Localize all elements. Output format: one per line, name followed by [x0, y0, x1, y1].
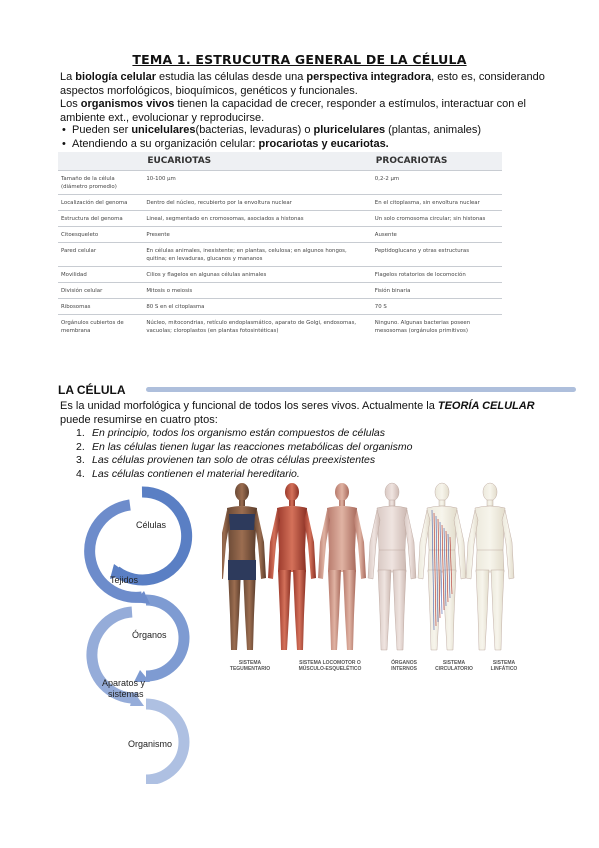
body-part — [385, 483, 399, 501]
intro-paragraph — [60, 71, 560, 125]
table-cell-procariotas: Un solo cromosoma circular; sin histonas — [372, 211, 502, 227]
table-row — [58, 227, 502, 243]
body-part — [378, 570, 391, 650]
body-part — [243, 570, 256, 650]
table-cell-procariotas: Ausente — [372, 227, 502, 243]
table-cell-procariotas: Ninguno. Algunas bacterias poseen mesosomas (orgánulos primitivos) — [372, 315, 502, 339]
body-part — [339, 500, 345, 506]
intro-text: , esto es, considerando — [431, 71, 545, 83]
table-row — [58, 283, 502, 299]
table-row-label: División celular — [58, 283, 143, 299]
list-item — [76, 468, 412, 482]
list-item-text: Las células provienen tan solo de otras células preexistentes — [92, 454, 376, 466]
list-item-text: En las células tienen lugar las reacciones metabólicas del organismo — [92, 440, 413, 453]
intro-text: La — [60, 71, 76, 83]
bullet-dot: • — [62, 137, 66, 150]
body-part — [278, 550, 306, 572]
bold-term: pluricelulares — [313, 124, 386, 136]
body-part — [327, 506, 357, 554]
body-part — [378, 550, 406, 572]
list-item — [76, 427, 412, 441]
cycle-label-aparatos: Aparatos y — [102, 678, 146, 688]
body-part — [293, 570, 306, 650]
body-part — [343, 570, 356, 650]
section-text: Es la unidad morfológica y funcional de todos los seres vivos. Actualmente la — [60, 400, 438, 412]
list-item-text: En principio, todos los organismo están compuestos de células — [92, 427, 385, 439]
table-row — [58, 243, 502, 267]
bullet-text-part: Pueden ser — [72, 124, 132, 136]
figure-linfatico — [466, 483, 514, 650]
body-part — [476, 550, 504, 572]
section-paragraph — [60, 400, 580, 427]
table-header-empty — [58, 152, 143, 171]
section-text: puede resumirse en cuatro ptos: — [60, 413, 218, 426]
table-cell-eucariotas: Cilios y flagelos en algunas células animales — [143, 267, 371, 283]
bullet-dot: • — [62, 124, 66, 136]
body-part — [377, 506, 407, 554]
bold-term: organismos vivos — [80, 98, 175, 110]
comparison-table — [58, 152, 502, 338]
list-item-text: Las células contienen el material hereditario. — [92, 467, 300, 480]
organization-levels-diagram — [84, 484, 214, 784]
figure-caption: INTERNOS — [391, 666, 417, 672]
body-part — [389, 500, 395, 506]
section-divider-bar — [146, 387, 576, 392]
table-row-label: Movilidad — [58, 267, 143, 283]
figure-locomotor-2 — [318, 483, 366, 650]
body-part — [328, 570, 341, 650]
figure-tegumentario — [222, 483, 266, 650]
table-row — [58, 211, 502, 227]
bold-term: perspectiva integradora — [306, 71, 432, 83]
table-row — [58, 267, 502, 283]
body-part — [235, 483, 249, 501]
table-cell-procariotas: Fisión binaria — [372, 283, 502, 299]
body-part — [393, 570, 406, 650]
bullet-list — [62, 124, 582, 151]
table-row — [58, 315, 502, 339]
table-row-label: Citoesqueleto — [58, 227, 143, 243]
table-cell-procariotas: Flagelos rotatorios de locomoción — [372, 267, 502, 283]
body-part — [483, 483, 497, 501]
table-row-label: Orgánulos cubiertos de membrana — [58, 315, 143, 339]
figure-caption: MÚSCULO-ESQUELÉTICO — [298, 666, 362, 672]
intro-text: aspectos morfológicos, bioquímicos, genéticos y funcionales. — [60, 84, 358, 97]
figure-circulatorio — [418, 483, 466, 650]
clothing-top — [229, 514, 255, 530]
body-part — [476, 570, 489, 650]
bullet-text-part: (bacterias, levaduras) o — [195, 124, 314, 136]
clothing-bottom — [228, 560, 256, 580]
intro-text: ambiente ext., evolucionar y reproducirse. — [60, 111, 265, 124]
bullet-text-part: (plantas, animales) — [385, 124, 482, 136]
cycle-label-celulas: Células — [136, 520, 167, 530]
table-row-label: Pared celular — [58, 243, 143, 267]
bold-italic-term: TEORÍA CELULAR — [437, 400, 535, 412]
table-cell-eucariotas: Núcleo, mitocondrias, retículo endoplasmático, aparato de Golgi, endosomas, vacuolas; cloroplastos (en plantas fotosintéticas) — [143, 315, 371, 339]
body-part — [278, 570, 291, 650]
list-number: 1. — [76, 427, 85, 439]
bold-term: unicelulares — [131, 124, 196, 136]
table-cell-eucariotas: Lineal, segmentado en cromosomas, asociados a histonas — [143, 211, 371, 227]
table-cell-procariotas: 70 S — [372, 299, 502, 315]
table-cell-procariotas: Peptidoglucano y otras estructuras — [372, 243, 502, 267]
bullet-item — [62, 124, 582, 138]
figure-caption: SISTEMA LOCOMOTOR O — [299, 660, 361, 666]
bullet-text — [72, 138, 389, 152]
figure-caption: SISTEMA — [492, 660, 516, 666]
table-cell-eucariotas: 10-100 μm — [143, 171, 371, 195]
figure-caption: SISTEMA — [238, 660, 262, 666]
body-part — [328, 550, 356, 572]
cell-theory-list — [76, 427, 412, 481]
body-part — [335, 483, 349, 501]
table-row-label: Tamaño de la célula (diámetro promedio) — [58, 171, 143, 195]
cycle-label-sistemas: sistemas — [108, 689, 144, 699]
table-cell-eucariotas: Dentro del núcleo, recubierto por la envoltura nuclear — [143, 195, 371, 211]
figure-organos — [368, 483, 416, 650]
list-number: 3. — [76, 454, 85, 466]
figure-caption: TEGUMENTARIO — [229, 666, 271, 672]
table-cell-eucariotas: 80 S en el citoplasma — [143, 299, 371, 315]
list-item — [76, 441, 412, 455]
intro-text: tienen la capacidad de crecer, responder a estímulos, interactuar con el — [174, 98, 526, 110]
figure-caption: SISTEMA — [442, 660, 466, 666]
figure-caption: LINFÁTICO — [490, 666, 518, 672]
figure-caption: ÓRGANOS — [391, 660, 417, 666]
table-cell-eucariotas: Presente — [143, 227, 371, 243]
table-header-row — [58, 152, 502, 171]
table-row — [58, 299, 502, 315]
bold-term: biología celular — [75, 71, 156, 83]
table-row — [58, 171, 502, 195]
body-part — [285, 483, 299, 501]
body-part — [487, 500, 493, 506]
list-number: 4. — [76, 467, 85, 480]
figure-locomotor — [268, 483, 316, 650]
table-header-procariotas: PROCARIOTAS — [372, 152, 502, 171]
bold-term: procariotas y eucariotas. — [258, 137, 389, 150]
body-part — [435, 483, 449, 501]
section-heading: LA CÉLULA — [58, 383, 126, 397]
table-cell-procariotas: 0,2-2 μm — [372, 171, 502, 195]
body-part — [439, 500, 445, 506]
bullet-text — [72, 124, 481, 138]
list-item — [76, 454, 412, 468]
body-part — [239, 500, 245, 506]
body-part — [277, 506, 307, 554]
bullet-item — [62, 138, 582, 152]
body-part — [475, 506, 505, 554]
body-part — [228, 570, 241, 650]
human-body-systems-figure — [222, 480, 532, 675]
table-row-label: Localización del genoma — [58, 195, 143, 211]
table-row — [58, 195, 502, 211]
intro-text: estudia las células desde una — [155, 71, 307, 83]
table-header-eucariotas: EUCARIOTAS — [143, 152, 371, 171]
table-row-label: Ribosomas — [58, 299, 143, 315]
page-title: TEMA 1. ESTRUCUTRA GENERAL DE LA CÉLULA — [132, 52, 467, 67]
table-cell-procariotas: En el citoplasma, sin envoltura nuclear — [372, 195, 502, 211]
body-part — [491, 570, 504, 650]
cycle-label-organismo: Organismo — [128, 739, 173, 749]
table-row-label: Estructura del genoma — [58, 211, 143, 227]
intro-text: Los — [60, 98, 81, 110]
table-cell-eucariotas: Mitosis o meiosis — [143, 283, 371, 299]
table-cell-eucariotas: En células animales, inexistente; en plantas, celulosa; en algunos hongos, quitina; en levaduras, glucanos y mananos — [143, 243, 371, 267]
figure-caption: CIRCULATORIO — [435, 666, 473, 672]
cycle-label-organos: Órganos — [132, 630, 167, 640]
body-part — [289, 500, 295, 506]
body-part — [428, 550, 456, 572]
bullet-text-part: Atendiendo a su organización celular: — [72, 137, 259, 150]
list-number: 2. — [76, 440, 85, 453]
cycle-label-tejidos: Tejidos — [110, 575, 139, 585]
